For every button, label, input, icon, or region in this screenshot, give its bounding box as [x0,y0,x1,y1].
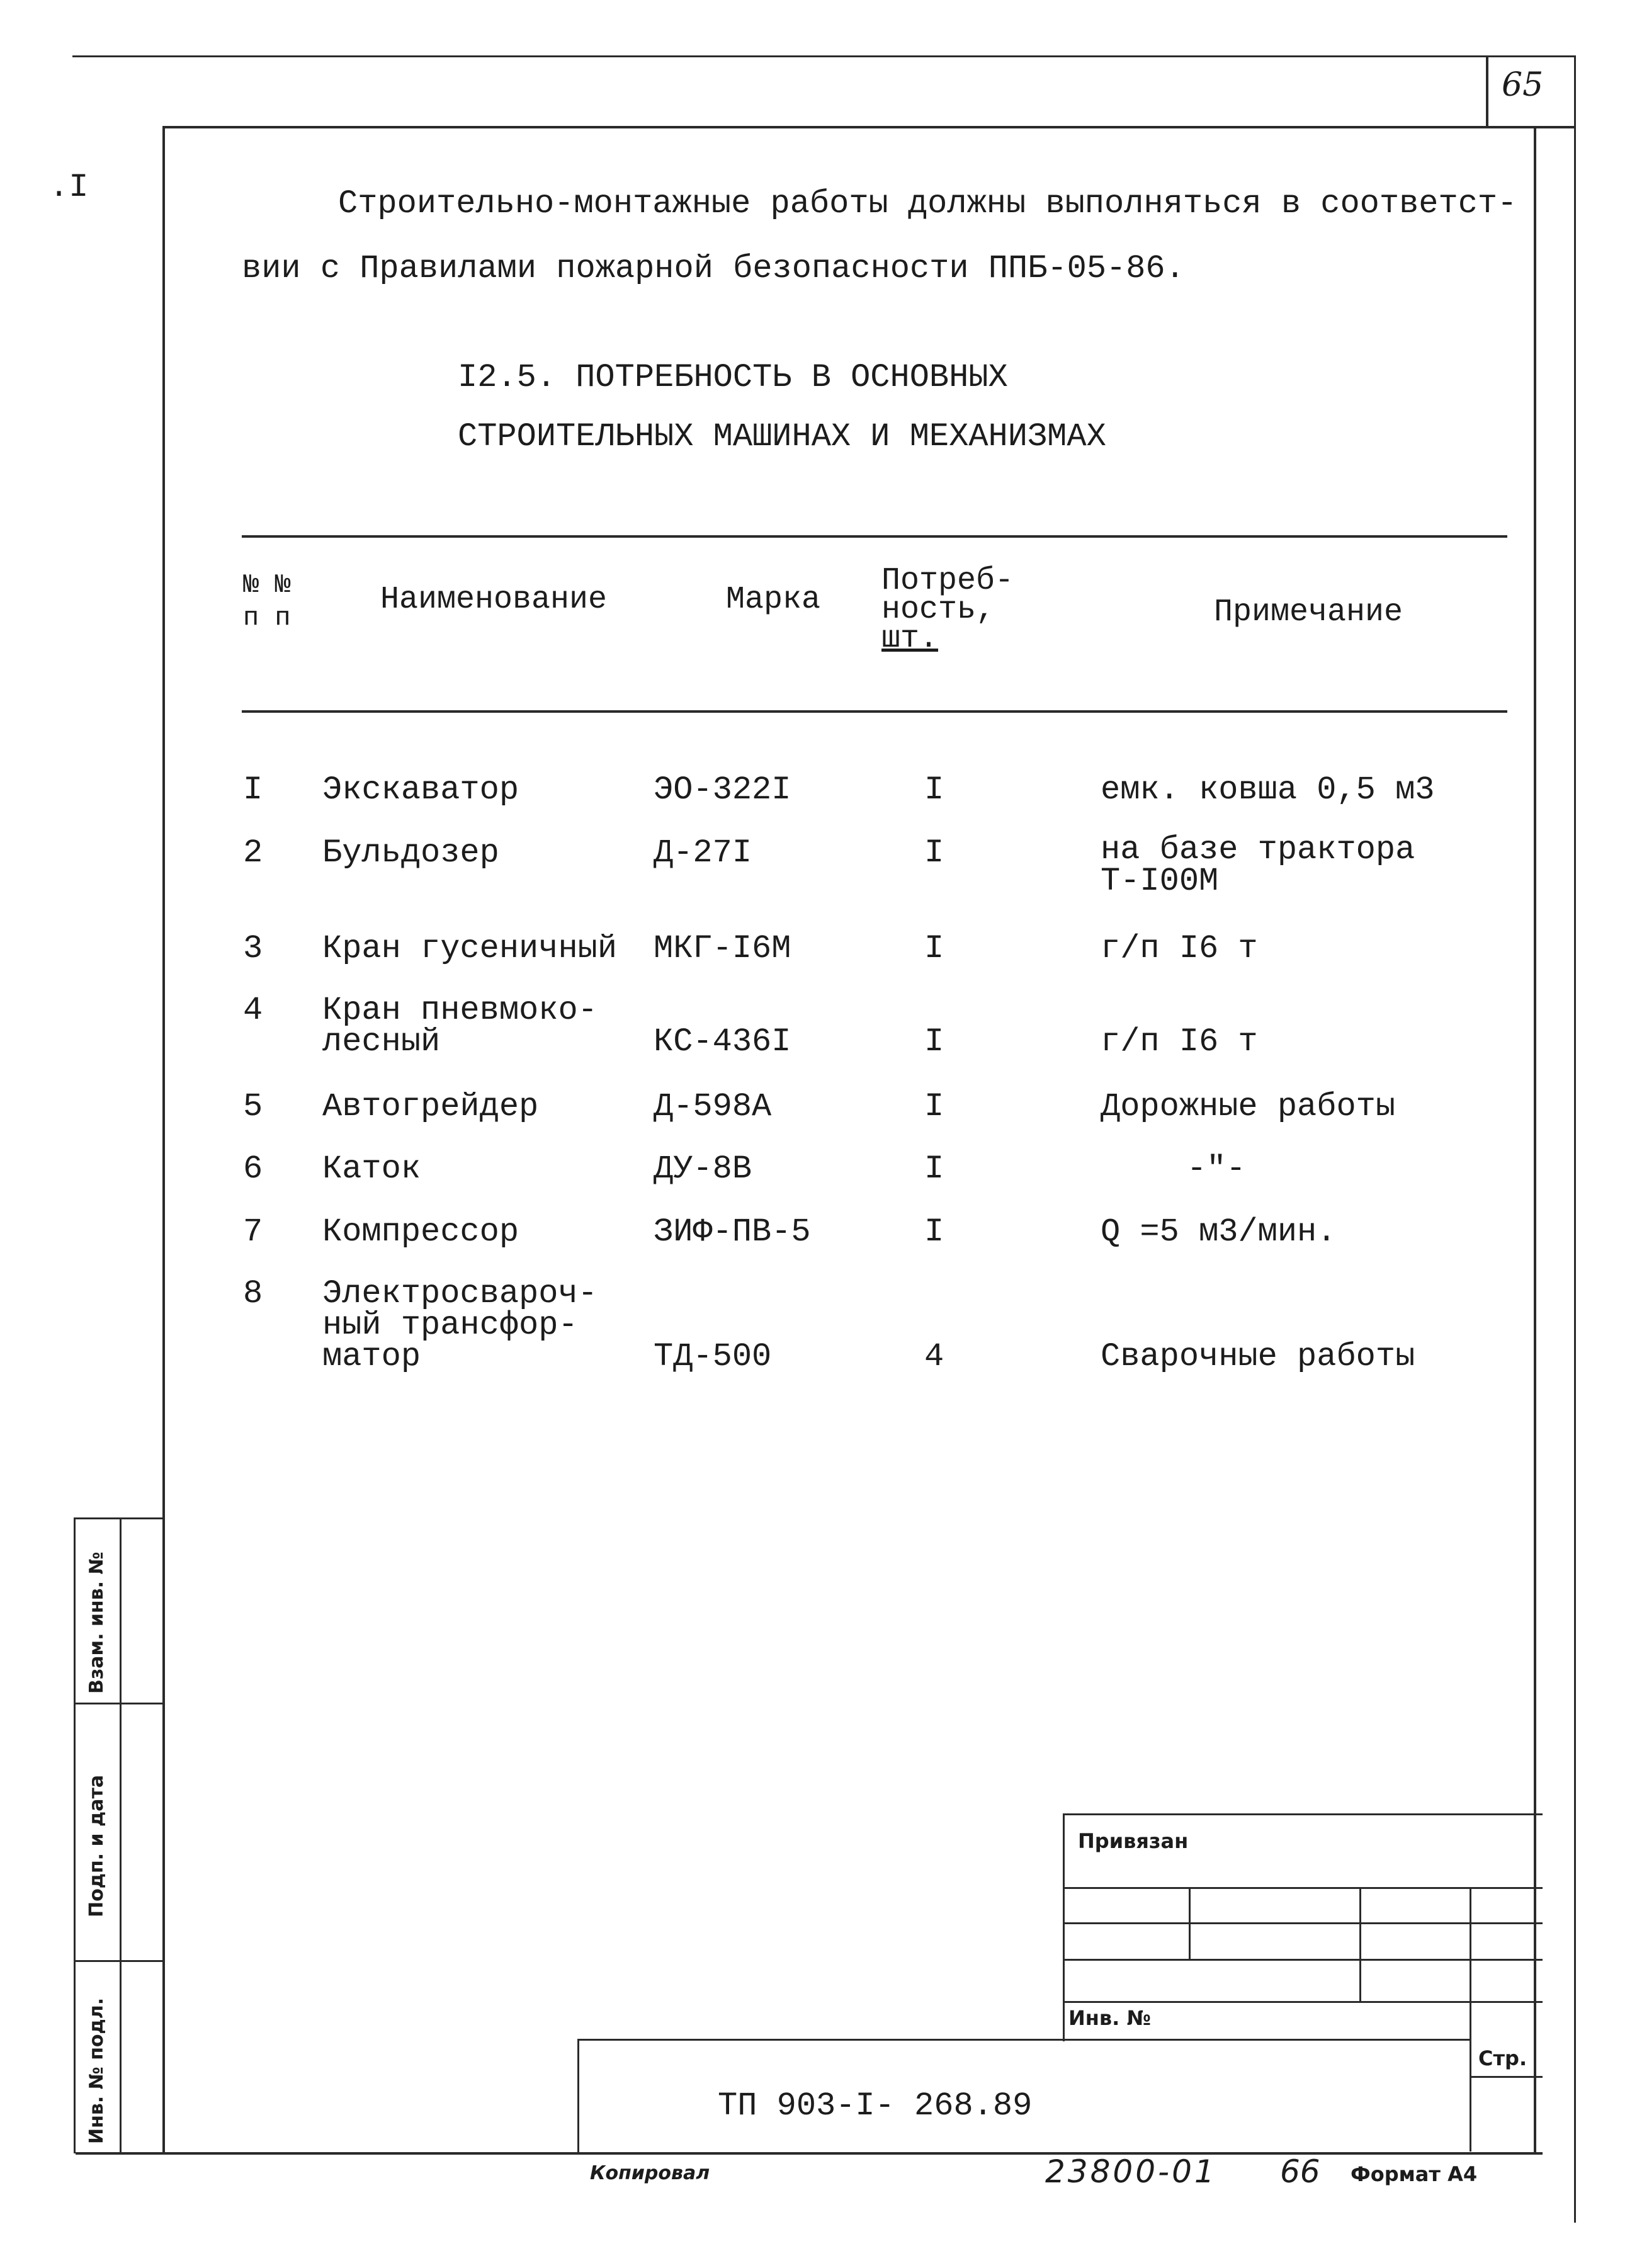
row-name-line-1: Кран пневмоко- [322,992,598,1029]
row-name-line-1: Электросвароч- [322,1275,598,1312]
row-note: Q =5 м3/мин. [1101,1213,1337,1250]
page-number-box-right [1574,55,1576,127]
side-label-original-inv: Инв. № подл. [86,1997,108,2144]
row-name-line-2: ный трансфор- [322,1307,578,1344]
top-rule [72,55,1574,57]
right-margin-line [1574,126,1576,2223]
row-note: г/п I6 т [1101,1023,1258,1060]
footer-copied-label: Копировал [590,2162,710,2184]
row-name-line-2: лесный [322,1023,441,1060]
row-note: емк. ковша 0,5 м3 [1101,771,1435,808]
frame-right-line [1534,126,1536,2153]
row-qty: I [924,1088,944,1125]
section-title-line-1: I2.5. ПОТРЕБНОСТЬ В ОСНОВНЫХ [458,359,1008,396]
table-top-rule [242,535,1507,538]
intro-line-2: вии с Правилами пожарной безопасности ППБ-05-86. [242,250,1185,287]
side-label-replacement-inv: Взам. инв. № [86,1551,108,1694]
footer-archive-number: 23800-01 [1045,2153,1217,2190]
row-mark: Д-598А [654,1088,772,1125]
frame-left-line [162,126,165,2153]
page-number: 65 [1502,66,1544,104]
row-name: Автогрейдер [322,1088,539,1125]
header-need-line-1: Потреб- [881,563,1014,599]
tb-sheet-label: Стр. [1478,2046,1527,2070]
intro-line-1: Строительно-монтажные работы должны выполняться в соответст- [338,185,1517,222]
row-name: Кран гусеничный [322,930,618,967]
frame-top-line [165,126,1574,128]
tb-left [1063,1813,1065,2041]
tb-doc-left [577,2039,579,2153]
row-note-line-2: Т-I00М [1101,863,1219,900]
row-name: Экскаватор [322,771,519,808]
margin-mark: .I [49,169,89,206]
side-stamp-divider [120,1519,122,2153]
header-need-line-3: шт. [881,621,939,657]
tb-inv-label: Инв. № [1068,2006,1151,2030]
row-qty: I [924,1213,944,1250]
row-name: Бульдозер [322,834,499,871]
tb-sheet-sep [1470,2076,1543,2078]
row-num: 3 [243,930,263,967]
row-qty: 4 [924,1338,944,1375]
row-note-line-1: на базе трактора [1101,831,1415,868]
row-mark: МКГ-I6М [654,930,791,967]
tb-col-2 [1359,1887,1361,2003]
tb-doc-top [577,2039,1471,2041]
table-header-rule [242,710,1507,713]
row-note: Сварочные работы [1101,1338,1415,1375]
row-num: 2 [243,834,263,871]
row-qty: I [924,834,944,871]
footer-sheet-handwritten: 66 [1280,2153,1320,2190]
row-qty: I [924,930,944,967]
row-note: г/п I6 т [1101,930,1258,967]
row-mark: ДУ-8В [654,1150,752,1188]
row-mark: Д-27I [654,834,752,871]
side-stamp-sep-1 [74,1703,164,1704]
row-mark: ТД-500 [654,1338,772,1375]
row-mark: КС-436I [654,1023,791,1060]
row-mark: ЗИФ-ПВ-5 [654,1213,811,1250]
row-num: 5 [243,1088,263,1125]
side-stamp-left-line [74,1519,76,2153]
row-note: -"- [1187,1150,1246,1188]
row-qty: I [924,1023,944,1060]
header-need-line-2: ность, [881,592,995,628]
row-num: 8 [243,1275,263,1312]
section-title-line-2: СТРОИТЕЛЬНЫХ МАШИНАХ И МЕХАНИЗМАХ [458,418,1106,455]
header-num-line-1: № № [243,570,291,600]
side-stamp-sep-2 [74,1960,164,1962]
footer-format-label: Формат А4 [1351,2162,1478,2186]
row-num: 4 [243,992,263,1029]
row-num: 6 [243,1150,263,1188]
row-note: Дорожные работы [1101,1088,1396,1125]
page-number-box-left [1486,55,1488,127]
tb-bound-label: Привязан [1078,1829,1189,1853]
header-mark: Марка [726,582,821,618]
row-qty: I [924,771,944,808]
tb-doc-code: ТП 903-I- 268.89 [718,2087,1033,2124]
tb-col-1 [1189,1887,1191,1961]
side-stamp-top [74,1517,164,1519]
row-name: Компрессор [322,1213,519,1250]
header-num-line-2: п п [243,603,291,633]
row-qty: I [924,1150,944,1188]
tb-top [1063,1813,1543,1815]
frame-bottom-line [76,2152,1543,2155]
row-num: I [243,771,263,808]
row-num: 7 [243,1213,263,1250]
row-mark: ЭО-322I [654,771,791,808]
header-note: Примечание [1214,594,1403,630]
row-name-line-3: матор [322,1338,421,1375]
row-name: Каток [322,1150,421,1188]
header-name: Наименование [380,582,608,618]
tb-col-3 [1470,1887,1471,2152]
side-label-sign-date: Подп. и дата [86,1774,108,1917]
